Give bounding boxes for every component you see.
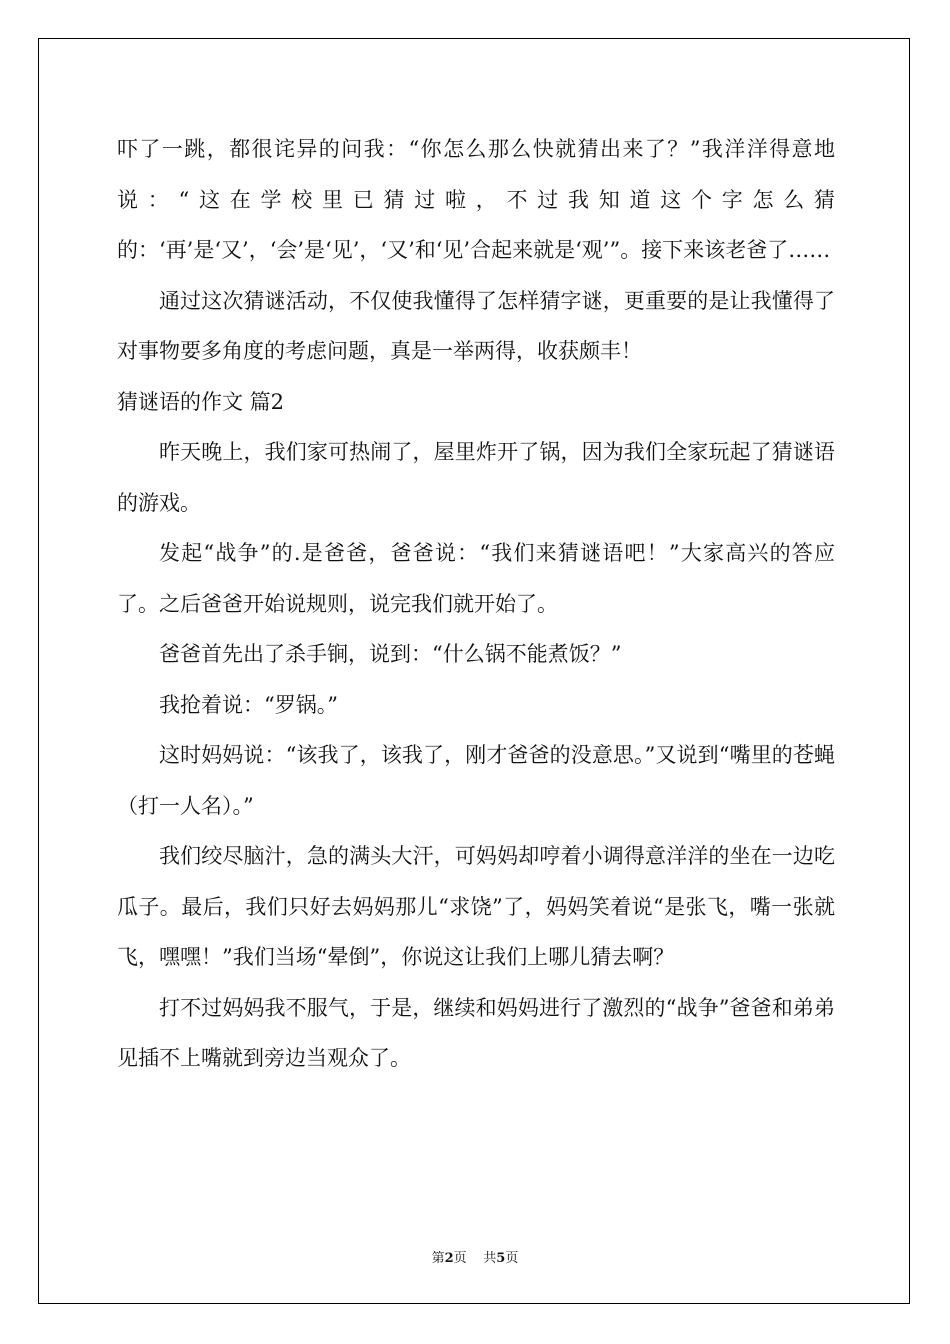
total-prefix: 共 [483,1251,497,1266]
paragraph: 打不过妈妈我不服气，于是，继续和妈妈进行了激烈的“战争”爸爸和弟弟见插不上嘴就到旁边当观众了。 [117,995,835,1070]
paragraph-continued: 吓了一跳，都很诧异的问我：“你怎么那么快就猜出来了？”我洋洋得意地说：“这在学校里已猜过啦，不过我知道这个字怎么猜的：‘再’是‘又’，‘会’是‘见’，‘又’和‘见’合起来就是‘观’”。接下来该老爸了…… [117,137,835,262]
document-body [117,124,835,1084]
paragraph-summary: 通过这次猜谜活动，不仅使我懂得了怎样猜字谜，更重要的是让我懂得了对事物要多角度的考虑问题，真是一举两得，收获颇丰！ [117,288,835,363]
paragraph: 我们绞尽脑汁，急的满头大汗，可妈妈却哼着小调得意洋洋的坐在一边吃瓜子。最后，我们只好去妈妈那儿“求饶”了，妈妈笑着说“是张飞，嘴一张就飞，嘿嘿！”我们当场“晕倒”，你说这让我们上哪儿猜去啊？ [117,844,835,969]
section-heading: 猜谜语的作文 篇2 [117,389,285,414]
paragraph: 发起“战争”的.是爸爸，爸爸说：“我们来猜谜语吧！”大家高兴的答应了。之后爸爸开始说规则，说完我们就开始了。 [117,541,835,616]
paragraph: 这时妈妈说：“该我了，该我了，刚才爸爸的没意思。”又说到“嘴里的苍蝇（打一人名）。” [117,743,835,818]
paragraph: 昨天晚上，我们家可热闹了，屋里炸开了锅，因为我们全家玩起了猜谜语的游戏。 [117,440,835,515]
page-footer [0,1247,950,1266]
page-prefix: 第 [431,1251,445,1266]
page-number: 2 [444,1251,454,1266]
total-pages: 5 [496,1251,506,1266]
total-suffix: 页 [505,1251,519,1266]
paragraph: 我抢着说：“罗锅。” [159,692,338,717]
paragraph: 爸爸首先出了杀手锏，说到：“什么锅不能煮饭？” [159,642,622,666]
page-suffix: 页 [453,1251,467,1266]
